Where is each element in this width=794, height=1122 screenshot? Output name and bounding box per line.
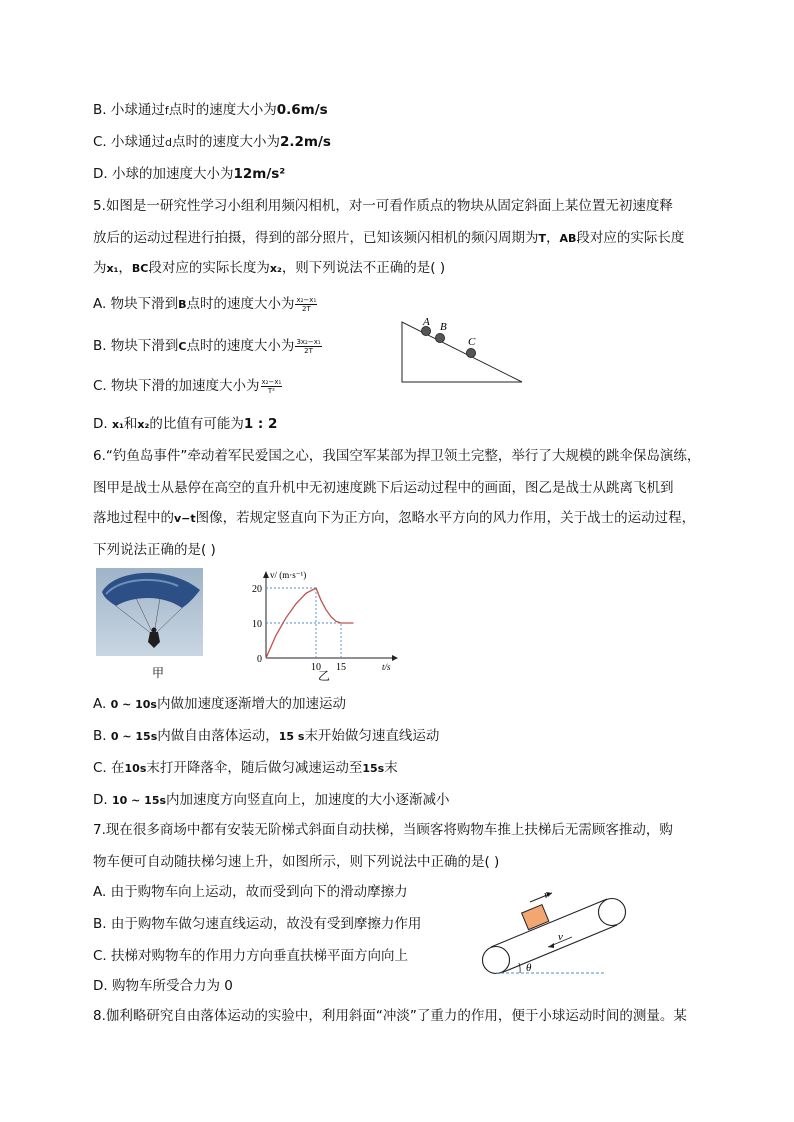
q6-option-d-prefix: D. <box>93 792 112 808</box>
q5-option-a-num: x₂−x₁ <box>296 295 317 304</box>
theta-label: θ <box>526 962 532 974</box>
q4-option-b-value: 0.6m/s <box>276 102 328 118</box>
q5-stem-line2 <box>93 228 684 249</box>
q4-option-c <box>93 132 331 153</box>
q5-stem-line1: 5.如图是一研究性学习小组利用频闪相机，对一可看作质点的物块从固定斜面上某位置无初速度释 <box>93 198 673 214</box>
q5-option-d-text: 的比值有可能为 <box>149 416 244 432</box>
q5-bc-symbol: BC <box>131 262 149 275</box>
q6-option-d-range: 10 ~ 15s <box>111 794 167 807</box>
q6-option-b-text: 内做自由落体运动， <box>157 728 279 744</box>
label-b: B <box>440 321 447 333</box>
q4-option-d-value: 12m/s² <box>233 166 286 182</box>
q6-option-a-text: 内做加速度逐渐增大的加速运动 <box>156 696 346 712</box>
label-a: A <box>423 316 430 328</box>
q6-option-a <box>93 694 346 715</box>
q5-option-b-var: C <box>178 340 187 353</box>
q6-stem-line4: 下列说法正确的是( ) <box>93 542 216 558</box>
q5-option-a-mid: 点时的速度大小为 <box>186 296 295 312</box>
belt-top <box>491 899 607 947</box>
q4-option-d <box>93 164 285 184</box>
v-label-top: v <box>544 889 549 902</box>
vt-chart <box>240 566 410 680</box>
q5-option-b <box>93 336 323 357</box>
q5-option-b-text: B. 物块下滑到 <box>93 338 179 354</box>
q5-option-c <box>93 376 283 396</box>
q5-option-b-den: 2T <box>304 346 313 355</box>
q6-vt-symbol: v−t <box>174 512 196 525</box>
q6-option-a-prefix: A. <box>93 696 111 712</box>
y-axis-label: v/ (m·s⁻¹) <box>270 570 307 580</box>
upper-roller <box>599 899 626 926</box>
velocity-arrowhead-belt <box>548 943 554 948</box>
v-label-belt: v <box>558 931 563 943</box>
incline-figure <box>396 312 528 388</box>
q5-stem3d: ，则下列说法不正确的是( ) <box>281 260 446 276</box>
y-axis-arrow <box>263 571 269 578</box>
q4-option-b-mid: 点时的速度大小为 <box>168 102 277 118</box>
q5-option-b-mid: 点时的速度大小为 <box>186 338 295 354</box>
q8-stem-line1: 8.伽利略研究自由落体运动的实验中，利用斜面“冲淡”了重力的作用，便于小球运动时间的测量。某 <box>93 1008 687 1024</box>
q6-stem3b: 图像，若规定竖直向下为正方向，忽略水平方向的风力作用，关于战士的运动过程， <box>195 510 696 526</box>
q7-option-a: A. 由于购物车向上运动，故而受到向下的滑动摩擦力 <box>93 884 408 900</box>
q6-stem-line2: 图甲是战士从悬停在高空的直升机中无初速度跳下后运动过程中的画面，图乙是战士从跳离飞机到 <box>93 480 674 496</box>
q6-option-c <box>93 758 398 779</box>
q6-option-c-time2: 15s <box>362 762 385 775</box>
q5-option-b-fraction <box>295 338 321 355</box>
q5-stem-line3 <box>93 258 445 279</box>
q5-stem2a: 放后的运动过程进行拍摄，得到的部分照片，已知该频闪相机的频闪周期为 <box>93 230 539 246</box>
q7-option-b: B. 由于购物车做匀速直线运动，故没有受到摩擦力作用 <box>93 916 422 932</box>
q5-option-d <box>93 414 277 435</box>
q4-option-c-text: C. 小球通过 <box>93 134 166 150</box>
q4-option-b-var: f <box>164 104 169 117</box>
q5-x1-symbol: x₁ <box>106 262 119 275</box>
q6-option-b <box>93 726 439 747</box>
y-tick-label-1: 10 <box>252 619 262 630</box>
x-axis-arrow <box>392 655 398 661</box>
y-tick-label-0: 20 <box>252 584 262 595</box>
q5-stem2c: 段对应的实际长度 <box>576 230 685 246</box>
q5-option-a-text: A. 物块下滑到 <box>93 296 179 312</box>
q6-option-d <box>93 790 450 811</box>
q5-ab-symbol: AB <box>559 232 577 245</box>
q4-option-c-value: 2.2m/s <box>280 134 331 150</box>
lower-roller <box>483 947 510 974</box>
q5-option-a <box>93 294 318 315</box>
q4-option-c-mid: 点时的速度大小为 <box>172 134 280 150</box>
q5-x2-symbol: x₂ <box>269 262 282 275</box>
q4-option-b <box>93 100 328 121</box>
q4-option-c-var: d <box>165 136 172 149</box>
escalator-figure <box>474 888 634 980</box>
q5-option-a-fraction <box>295 296 317 313</box>
q5-option-c-text: C. 物块下滑的加速度大小为 <box>93 378 260 394</box>
q6-option-c-prefix: C. 在 <box>93 760 125 776</box>
block-b <box>435 333 444 342</box>
q6-option-b-range: 0 ~ 15s <box>110 730 158 743</box>
q4-option-b-text: B. 小球通过 <box>93 102 165 118</box>
q6-stem-line3 <box>93 508 695 529</box>
q6-stem-line1: 6.“钓鱼岛事件”牵动着军民爱国之心，我国空军某部为捍卫领土完整，举行了大规模的跳伞保岛演练， <box>93 448 701 464</box>
q5-option-d-value: 1 : 2 <box>243 416 278 432</box>
x-tick-label-0: 10 <box>311 662 321 673</box>
parachute-photo <box>96 568 203 656</box>
q5-stem3b: ， <box>118 260 132 276</box>
q5-option-b-num: 3x₂−x₁ <box>296 337 321 346</box>
q6-option-c-post: 末 <box>384 760 398 776</box>
q4-option-d-text: D. 小球的加速度大小为 <box>93 166 234 182</box>
guide-lines <box>266 588 341 658</box>
q5-option-d-prefix: D. <box>93 416 112 432</box>
theta-arc <box>519 963 520 973</box>
x-tick-label-1: 15 <box>336 662 346 673</box>
q6-option-d-text: 内加速度方向竖直向上，加速度的大小逐渐减小 <box>166 792 450 808</box>
incline-triangle <box>402 322 522 382</box>
q5-period-symbol: T <box>538 232 547 245</box>
q6-option-c-time1: 10s <box>124 762 147 775</box>
q5-option-a-var: B <box>178 298 187 311</box>
q5-option-d-mid: 和 <box>123 416 138 432</box>
q5-stem2b: ， <box>546 230 560 246</box>
q5-stem3a: 为 <box>93 260 107 276</box>
block-c <box>466 348 475 357</box>
cart-block <box>522 905 549 930</box>
q5-option-a-den: 2T <box>302 304 311 313</box>
q5-option-c-den: T² <box>267 386 275 395</box>
caption-jia: 甲 <box>152 666 165 680</box>
caption-yi: 乙 <box>318 669 331 683</box>
q6-option-a-range: 0 ~ 10s <box>110 698 157 711</box>
label-c: C <box>468 336 476 348</box>
q5-option-c-fraction <box>261 378 283 395</box>
q6-option-c-text: 末打开降落伞，随后做匀减速运动至 <box>146 760 363 776</box>
q5-option-d-x2: x₂ <box>137 418 150 431</box>
q7-stem-line1: 7.现在很多商场中都有安装无阶梯式斜面自动扶梯，当顾客将购物车推上扶梯后无需顾客推动，购 <box>93 822 673 838</box>
q7-option-c: C. 扶梯对购物车的作用力方向垂直扶梯平面方向向上 <box>93 948 409 964</box>
origin-label: 0 <box>257 654 262 665</box>
q6-stem3a: 落地过程中的 <box>93 510 174 526</box>
x-axis-label: t/s <box>382 662 391 672</box>
q5-option-d-x1: x₁ <box>111 418 124 431</box>
q7-stem-line2: 物车便可自动随扶梯匀速上升，如图所示，则下列说法中正确的是( ) <box>93 854 500 870</box>
q6-option-b-post: 末开始做匀速直线运动 <box>304 728 440 744</box>
q6-option-b-prefix: B. <box>93 728 111 744</box>
q7-option-d: D. 购物车所受合力为 0 <box>93 978 233 994</box>
q5-option-c-num: x₂−x₁ <box>261 377 282 386</box>
q6-option-b-time: 15 s <box>278 730 305 743</box>
q5-stem3c: 段对应的实际长度为 <box>148 260 270 276</box>
